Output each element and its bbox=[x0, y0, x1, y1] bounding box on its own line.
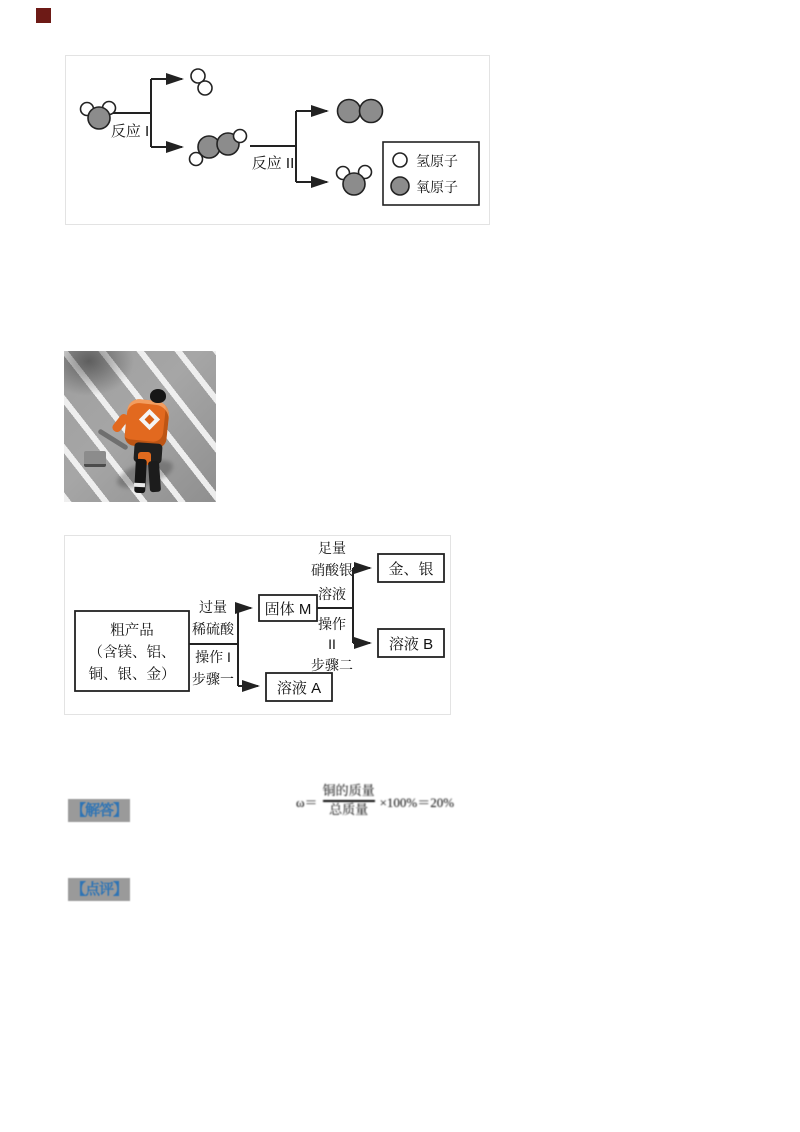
flowchart-canvas bbox=[65, 536, 450, 714]
worker-left-leg bbox=[134, 459, 147, 494]
step1-label-2: 稀硫酸 bbox=[192, 621, 234, 637]
legend-box bbox=[383, 142, 479, 205]
separation-flowchart bbox=[64, 535, 451, 715]
step2-label-3: 溶液 bbox=[318, 586, 346, 602]
hydrogen-legend-label: 氢原子 bbox=[416, 153, 458, 169]
step2-label-5: II bbox=[328, 636, 336, 652]
worker-head bbox=[150, 389, 166, 403]
water-product-molecule bbox=[337, 166, 372, 196]
road-worker-figure bbox=[64, 351, 216, 502]
crude-line-2: （含镁、铝、 bbox=[88, 645, 176, 661]
road-worker-photo bbox=[64, 351, 216, 502]
formula-denominator: 总质量 bbox=[329, 802, 369, 817]
step1-label-1: 过量 bbox=[199, 599, 227, 615]
boot-reflective-band bbox=[134, 483, 145, 488]
crude-line-1: 粗产品 bbox=[110, 623, 154, 639]
solution-a-box bbox=[266, 673, 332, 701]
formula-fraction bbox=[323, 784, 375, 818]
gold-silver-box bbox=[378, 554, 444, 582]
hydrogen-legend-icon bbox=[393, 153, 407, 167]
gold-silver-label: 金、银 bbox=[388, 561, 434, 578]
worker-right-leg bbox=[148, 461, 161, 493]
marking-machine bbox=[84, 451, 106, 467]
step1-label-3: 操作 I bbox=[195, 649, 231, 665]
solid-m-box bbox=[259, 595, 317, 621]
solution-b-box bbox=[378, 629, 444, 657]
hydrogen-molecule bbox=[191, 69, 212, 95]
oxygen-molecule bbox=[338, 100, 383, 123]
step1-label-4: 步骤一 bbox=[192, 671, 234, 687]
step2-label-2: 硝酸银 bbox=[311, 562, 353, 578]
solution-b-label: 溶液 B bbox=[388, 636, 434, 653]
oxygen-legend-icon bbox=[391, 177, 409, 195]
review-field-marker[interactable]: 【点评】 bbox=[68, 878, 130, 901]
crude-line-3: 铜、银、金） bbox=[88, 667, 176, 683]
page-color-chip bbox=[36, 8, 51, 23]
formula-prefix: ω＝ bbox=[296, 794, 318, 810]
answer-field-marker[interactable]: 【解答】 bbox=[68, 799, 130, 822]
molecule-diagram-canvas bbox=[66, 56, 489, 224]
hydrogen-peroxide-molecule bbox=[190, 130, 247, 166]
formula-suffix: ×100%＝20% bbox=[379, 794, 455, 810]
molecule-reaction-diagram bbox=[65, 55, 490, 225]
step2-label-4: 操作 bbox=[318, 616, 346, 632]
step2-label-1: 足量 bbox=[318, 540, 346, 556]
oxygen-legend-label: 氧原子 bbox=[416, 179, 458, 195]
crude-product-box bbox=[75, 611, 189, 691]
formula-numerator: 铜的质量 bbox=[322, 783, 375, 799]
solution-a-label: 溶液 A bbox=[276, 680, 322, 697]
reaction1-label: 反应 I bbox=[110, 123, 150, 140]
step2-label-6: 步骤二 bbox=[311, 657, 353, 673]
calculation-formula bbox=[296, 774, 454, 828]
solid-m-label: 固体 M bbox=[264, 601, 312, 618]
reaction2-label: 反应 II bbox=[251, 155, 295, 172]
